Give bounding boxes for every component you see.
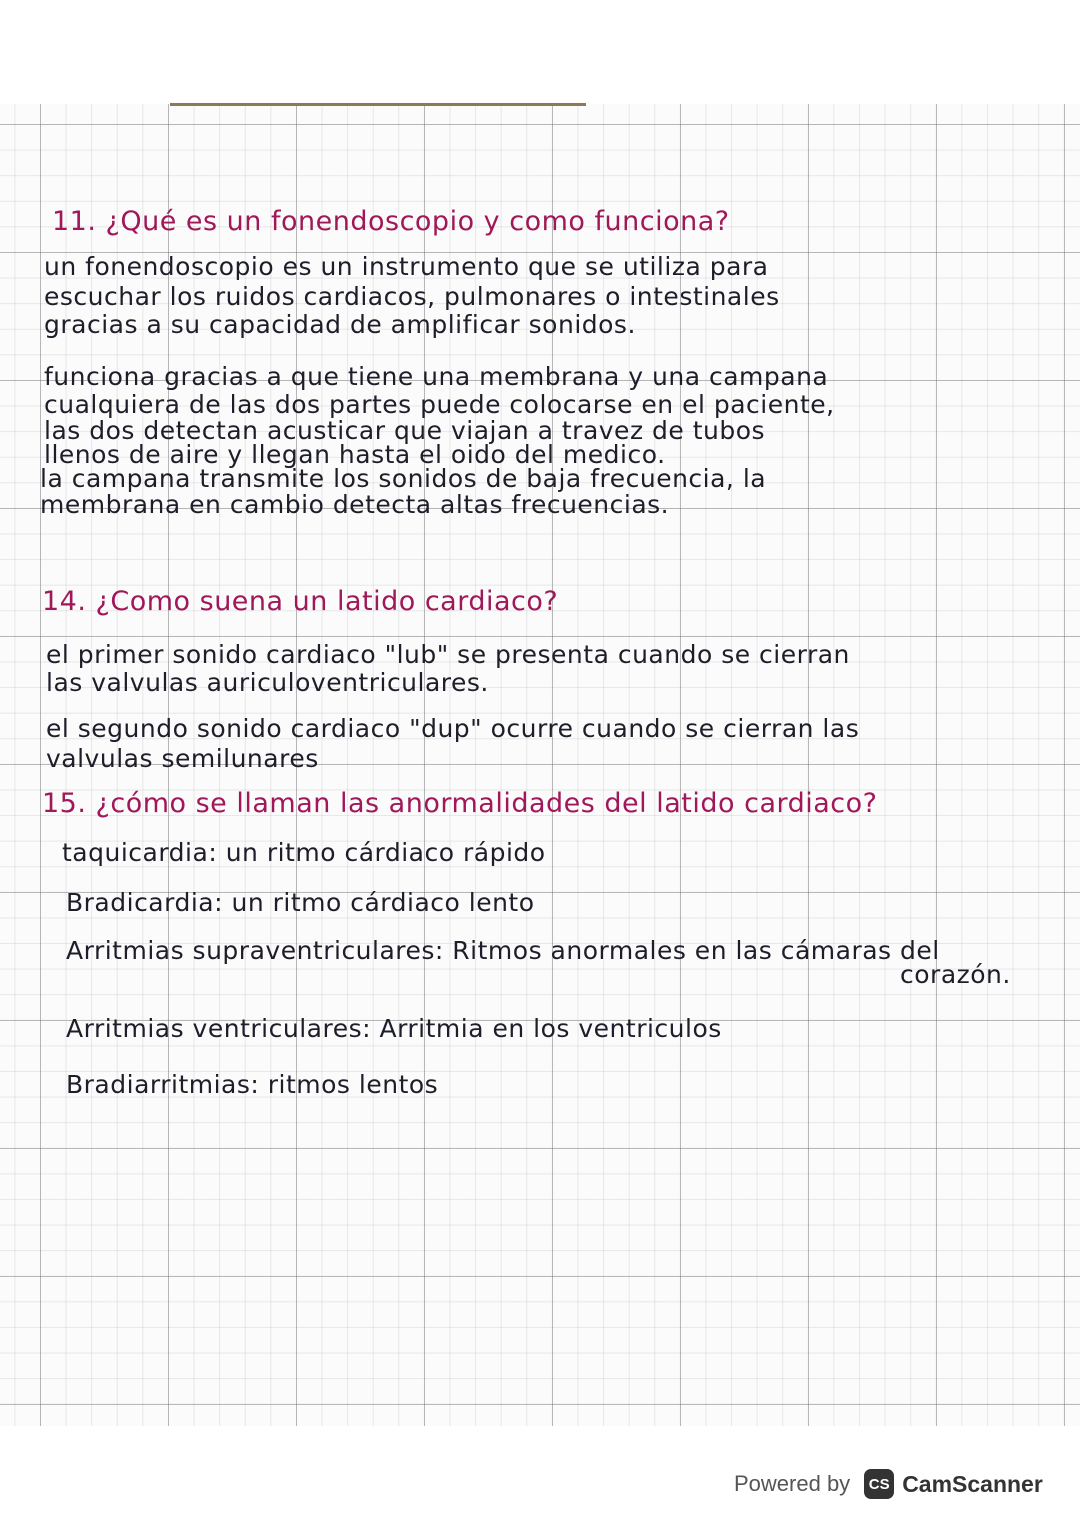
answer-15-line-2: Bradicardia: un ritmo cárdiaco lento <box>66 888 535 917</box>
question-11: 11. ¿Qué es un fonendoscopio y como funciona? <box>52 206 730 237</box>
powered-by-text: Powered by <box>734 1471 851 1496</box>
answer-15-line-4: corazón. <box>900 960 1011 989</box>
answer-11-line-3: gracias a su capacidad de amplificar sonidos. <box>44 310 636 339</box>
answer-15-line-5: Arritmias ventriculares: Arritmia en los ventriculos <box>66 1014 722 1043</box>
paper-top-edge <box>170 103 586 106</box>
camscanner-brand-name: CamScanner <box>902 1470 1043 1497</box>
answer-11-line-7: llenos de aire y llegan hasta el oido del medico. <box>44 440 666 469</box>
answer-14-line-2: las valvulas auriculoventriculares. <box>46 668 489 697</box>
answer-15-line-3: Arritmias supraventriculares: Ritmos anormales en las cámaras del <box>66 936 940 965</box>
camscanner-logo-icon: CS <box>864 1469 894 1499</box>
answer-11-line-6: las dos detectan acusticar que viajan a travez de tubos <box>44 416 766 445</box>
answer-15-line-6: Bradiarritmias: ritmos lentos <box>66 1070 439 1099</box>
answer-11-line-5: cualquiera de las dos partes puede colocarse en el paciente, <box>44 390 835 419</box>
answer-14-line-1: el primer sonido cardiaco "lub" se presenta cuando se cierran <box>46 640 850 669</box>
answer-15-line-1: taquicardia: un ritmo cárdiaco rápido <box>62 838 546 867</box>
answer-11-line-2: escuchar los ruidos cardiacos, pulmonares o intestinales <box>44 282 780 311</box>
answer-11-line-9: membrana en cambio detecta altas frecuencias. <box>40 490 670 519</box>
answer-14-line-4: valvulas semilunares <box>46 744 319 773</box>
camscanner-watermark <box>734 1464 1043 1504</box>
answer-11-line-1: un fonendoscopio es un instrumento que se utiliza para <box>44 252 769 281</box>
question-15: 15. ¿cómo se llaman las anormalidades del latido cardiaco? <box>42 788 878 819</box>
answer-11-line-4: funciona gracias a que tiene una membrana y una campana <box>44 362 829 391</box>
question-14: 14. ¿Como suena un latido cardiaco? <box>42 586 559 617</box>
camscanner-brand <box>864 1469 1043 1499</box>
answer-11-line-8: la campana transmite los sonidos de baja frecuencia, la <box>40 464 767 493</box>
answer-14-line-3: el segundo sonido cardiaco "dup" ocurre cuando se cierran las <box>46 714 860 743</box>
